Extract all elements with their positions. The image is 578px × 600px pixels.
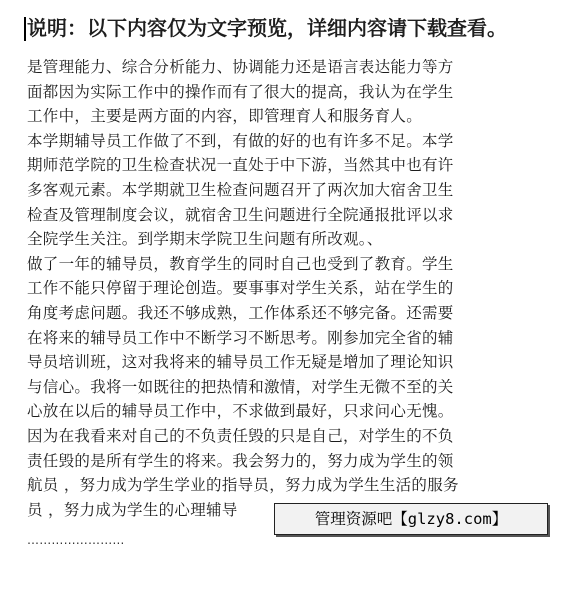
continuation-ellipsis: ……………………: [27, 533, 125, 547]
preview-notice: 说明：以下内容仅为文字预览，详细内容请下载查看。: [27, 16, 507, 40]
body-line: 是管理能力、综合分析能力、协调能力还是语言表达能力等方: [27, 58, 454, 76]
text-cursor: [24, 17, 26, 41]
body-line: 导员培训班，这对我将来的辅导员工作无疑是增加了理论知识: [27, 353, 454, 372]
body-line: 工作不能只停留于理论创造。要事事对学生关系，站在学生的: [27, 279, 454, 298]
body-line: 多客观元素。本学期就卫生检查问题召开了两次加大宿舍卫生: [27, 180, 454, 199]
body-line: 在将来的辅导员工作中不断学习不断思考。刚参加完全省的辅: [27, 328, 454, 347]
watermark-label: 管理资源吧【glzy8.com】: [274, 503, 548, 535]
body-line: 员 ，努力成为学生的心理辅导: [27, 500, 238, 519]
body-line: 检查及管理制度会议，就宿舍卫生问题进行全院通报批评以求: [27, 205, 454, 224]
body-line: 期师范学院的卫生检查状况一直处于中下游，当然其中也有许: [27, 156, 454, 175]
body-line: 全院学生关注。到学期末学院卫生问题有所改观。、: [27, 230, 383, 249]
body-line: 因为在我看来对自己的不负责任毁的只是自己，对学生的不负: [27, 426, 454, 445]
body-line: 本学期辅导员工作做了不到，有做的好的也有许多不足。本学: [27, 131, 454, 150]
document-body: [27, 55, 557, 522]
body-line: 面都因为实际工作中的操作而有了很大的提高，我认为在学生: [27, 82, 454, 101]
body-line: 心放在以后的辅导员工作中，不求做到最好，只求问心无愧。: [27, 402, 454, 421]
body-line: 角度考虑问题。我还不够成熟，工作体系还不够完备。还需要: [27, 303, 454, 322]
body-line: 做了一年的辅导员，教育学生的同时自己也受到了教育。学生: [27, 254, 454, 273]
body-line: 与信心。我将一如既往的把热情和激情，对学生无微不至的关: [27, 377, 454, 396]
body-line: 航员 ，努力成为学生学业的指导员，努力成为学生生活的服务: [27, 476, 459, 495]
body-line: 工作中，主要是两方面的内容，即管理育人和服务育人。: [27, 107, 423, 126]
body-line: 责任毁的是所有学生的将来。我会努力的，努力成为学生的领: [27, 451, 454, 470]
